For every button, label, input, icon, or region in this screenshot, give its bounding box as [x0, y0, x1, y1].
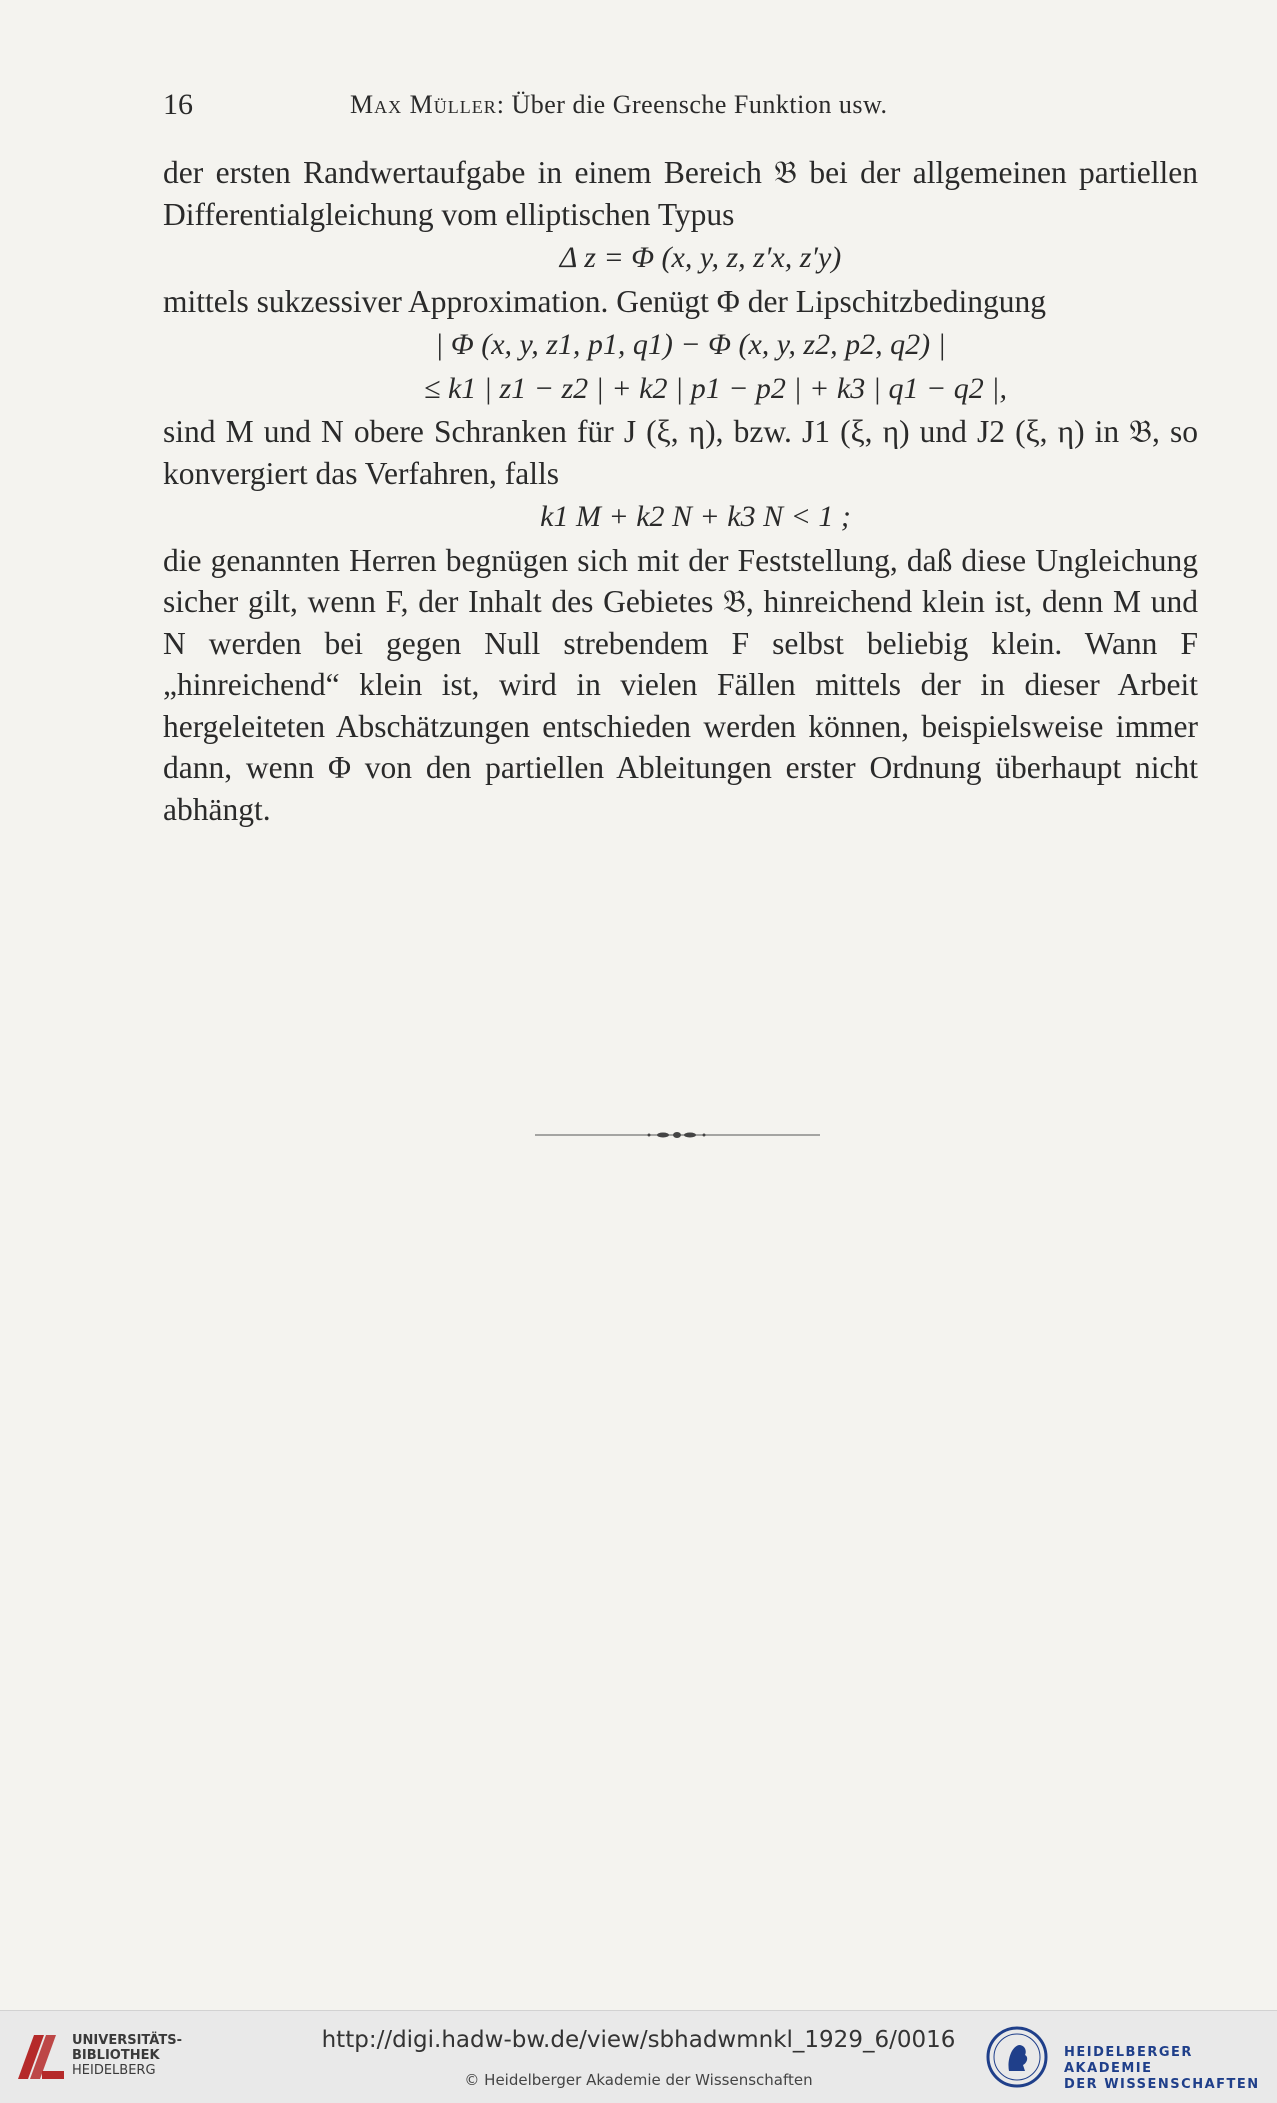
- academy-name: [1064, 2045, 1277, 2093]
- library-line-1: UNIVERSITÄTS-: [72, 2033, 182, 2048]
- header-title: Über die Greensche Funktion usw.: [511, 90, 888, 119]
- ornament-divider: [535, 1125, 820, 1145]
- library-line-3: HEIDELBERG: [72, 2063, 156, 2078]
- formula-pde: Δ z = Φ (x, y, z, z′x, z′y): [559, 241, 842, 274]
- paragraph-4: die genannten Herren begnügen sich mit der Feststellung, daß diese Ungleichung sicher gilt, wenn F, der Inhalt des Gebietes 𝔅, hinreichend klein ist, denn M und N werden bei gegen Null strebendem F selbst beliebig klein. Wann F „hinreichend“ klein ist, wird in vielen Fällen mittels der in dieser Arbeit hergeleiteten Abschätzungen entschieden werden können, beispielsweise immer dann, wenn Φ von den partiellen Ableitungen erster Ordnung überhaupt nicht abhängt.: [163, 542, 1198, 827]
- formula-convergence: k1 M + k2 N + k3 N < 1 ;: [540, 500, 851, 533]
- library-line-2: BIBLIOTHEK: [72, 2048, 160, 2063]
- viewer-footer: [0, 2010, 1277, 2103]
- author-name: Max Müller: [350, 90, 497, 119]
- header-colon: :: [496, 90, 512, 119]
- formula-lipschitz-rhs: ≤ k1 | z1 − z2 | + k2 | p1 − p2 | + k3 | q1 − q2 |,: [424, 371, 1007, 405]
- permalink-url[interactable]: http://digi.hadw-bw.de/view/sbhadwmnkl_1929_6/0016: [321, 2027, 956, 2053]
- body-text: [163, 152, 1198, 830]
- paragraph-2: mittels sukzessiver Approximation. Genügt Φ der Lipschitzbedingung: [163, 283, 1046, 319]
- academy-line-1: HEIDELBERGER AKADEMIE: [1064, 2045, 1193, 2076]
- paragraph-3: sind M und N obere Schranken für J (ξ, η), bzw. J1 (ξ, η) und J2 (ξ, η) in 𝔅, so konvergiert das Verfahren, falls: [163, 414, 1198, 491]
- academy-seal-icon: [985, 2025, 1049, 2089]
- running-title: [350, 90, 888, 120]
- page-number: 16: [163, 88, 193, 121]
- paragraph-1: der ersten Randwertaufgabe in einem Bereich 𝔅 bei der allgemeinen partiellen Differentialgleichung vom elliptischen Typus: [163, 155, 1198, 232]
- academy-line-2: DER WISSENSCHAFTEN: [1064, 2077, 1260, 2092]
- copyright-notice: © Heidelberger Akademie der Wissenschaften: [464, 2071, 813, 2089]
- formula-lipschitz-lhs: | Φ (x, y, z1, p1, q1) − Φ (x, y, z2, p2, q2) |: [435, 328, 946, 361]
- running-header: [163, 88, 1198, 128]
